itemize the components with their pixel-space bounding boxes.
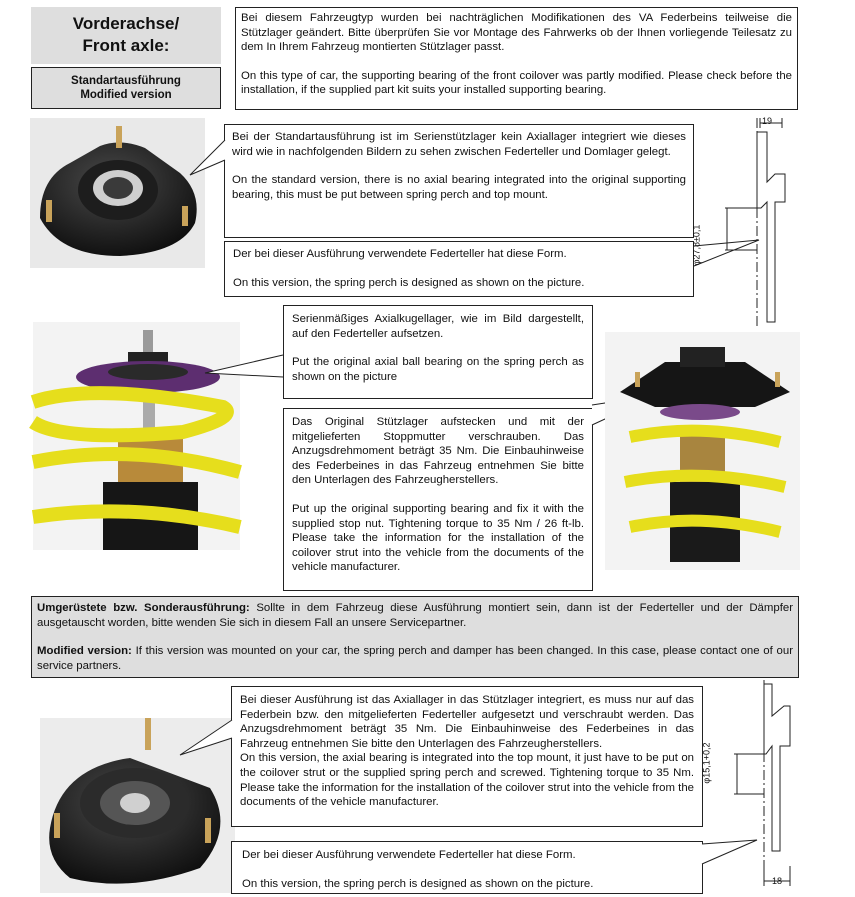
spring-perch-drawing: [705, 112, 805, 332]
coilover-mounted-photo: [605, 332, 800, 570]
modified-spring-perch-drawing: [712, 676, 802, 891]
modified-notice-box: Umgerüstete bzw. Sonderausführung: Sollte in dem Fahrzeug diese Ausführung montiert sein, dann ist der Federteller und der Dämpfer ausgetauscht worden, bitte wenden Sie sich in diesem Fall an unsere Servicepartner. Modified version: If this version was mounted on your car, the spring perch and damper has been changed. In this case, please contact one of our service partners.: [31, 596, 799, 678]
modified-bearing-box: Bei dieser Ausführung ist das Axiallager in das Stützlager integriert, es muss nur auf das Federbein bzw. den mitgelieferten Federteller aufgesetzt und verschraubt werden. Das Anzugsdrehmoment beträgt 35 Nm. Die Einbauhinweise des Federbeines in das Fahrzeug entnehmen Sie bitte den Unterlagen des Fahrzeugherstellers. On this version, the axial bearing is integrated into the top mount, it just have to be put on the coilover strut or the supplied spring perch and screwed. Tightening torque to 35 Nm. Please take the information for the installation of the coilover strut into the vehicle from the documents of the vehicle manufacturer.: [231, 686, 703, 827]
standard-perch-box: Der bei dieser Ausführung verwendete Federteller hat diese Form. On this version, the spring perch is designed as shown on the picture.: [224, 241, 694, 297]
callout-pointer: [180, 720, 235, 760]
callout-pointer: [205, 355, 285, 395]
top-mount-photo: [30, 118, 205, 268]
intro-text-de: Bei diesem Fahrzeugtyp wurden bei nachträglichen Modifikationen des VA Federbeins teilweise die Stützlager geändert. Bitte überprüfen Sie vor Montage des Fahrwerks ob der Ihnen vorliegende Teilesatz zu dem In Ihrem Fahrzeug montierten Stützlager passt.: [241, 12, 792, 54]
title-box: [31, 7, 221, 64]
mount-box: Das Original Stützlager aufstecken und mit der mitgelieferten Stoppmutter verschrauben. Das Anzugsdrehmoment beträgt 35 Nm. Die Einbauhinweise des Federbeines in das Fahrzeug entnehmen Sie bitte den Unterlagen des Fahrzeugherstellers. Put up the original supporting bearing and fix it with the supplied stop nut. Tightening torque to 35 Nm / 26 ft-lb. Please take the information for the installation of the coilover strut into the vehicle from the documents of the vehicle manufacturer.: [283, 408, 593, 591]
modified-perch-box: Der bei dieser Ausführung verwendete Federteller hat diese Form. On this version, the spring perch is designed as shown on the picture.: [231, 841, 703, 894]
axial-bearing-box: Serienmäßiges Axialkugellager, wie im Bild dargestellt, auf den Federteller aufsetzen. Put the original axial ball bearing on the spring perch as shown on the picture: [283, 305, 593, 399]
intro-text-en: On this type of car, the supporting bearing of the front coilover was partly modified. Please check before the installation, if the supplied part kit suits your installed supporting bearing.: [241, 69, 792, 97]
callout-pointer: [190, 140, 230, 190]
version-label: Standartausführung Modified version: [71, 75, 181, 101]
version-box: [31, 67, 221, 109]
dim-diameter-label: φ15,1+0,2: [701, 742, 712, 784]
dim-diameter-label: φ27,8±0,1: [691, 224, 702, 266]
dim-top-label: 19: [762, 116, 773, 126]
page-title: Vorderachse/ Front axle:: [72, 14, 180, 55]
dim-bottom-label: 18: [772, 876, 783, 886]
intro-box: [235, 7, 798, 110]
standard-bearing-box: Bei der Standartausführung ist im Serienstützlager kein Axiallager integriert wie dieses wird wie in nachfolgenden Bildern zu sehen zwischen Federteller und Domlager gelegt. On the standard version, there is no axial bearing integrated into the original supporting bearing, this must be put between spring perch and top mount.: [224, 124, 694, 238]
